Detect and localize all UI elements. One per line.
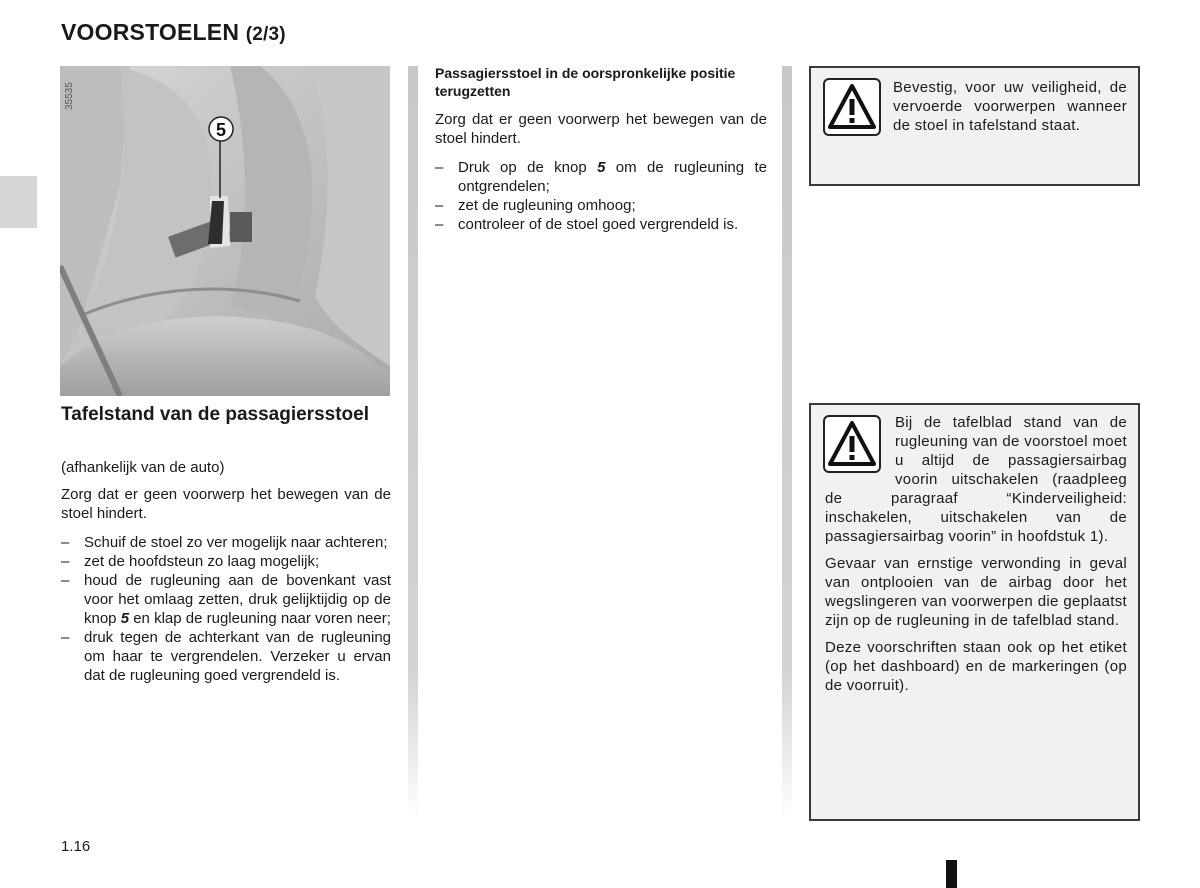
list-item-text: houd de rugleuning aan de bovenkant vast voor het omlaag zetten, druk gelijktijdig op de knop (84, 572, 391, 627)
icon-spacer (825, 413, 895, 487)
column-separator-2 (782, 66, 792, 820)
seat-illustration (60, 66, 390, 396)
page-title (61, 19, 286, 46)
list-item-text: om de rugleuning te ontgrendelen; (458, 159, 767, 195)
page-title-sub: (2/3) (245, 24, 286, 45)
left-intro: Zorg dat er geen voorwerp het bewegen van de stoel hindert. (61, 486, 391, 522)
callout-number: 5 (215, 120, 227, 140)
left-steps (61, 533, 391, 685)
column-separator-1 (408, 66, 418, 820)
button-ref: 5 (120, 610, 130, 627)
list-item: – Schuif de stoel zo ver mogelijk naar achteren; (61, 533, 391, 552)
photo-code: 35535 (64, 82, 75, 110)
list-item-text: Druk op de knop (458, 159, 598, 176)
middle-steps (435, 158, 767, 234)
list-item: – zet de hoofdsteun zo laag mogelijk; (61, 552, 391, 571)
button-ref: 5 (597, 159, 606, 176)
list-item-text: en klap de rugleuning naar voren neer; (129, 610, 391, 627)
list-item: – zet de rugleuning omhoog; (435, 196, 767, 215)
warning-box-2 (809, 403, 1140, 821)
warning-paragraph-1: Bij de tafelblad stand van de rugleuning van de voorstoel moet u altijd de passagiersairbag voorin uitschakelen (raadpleeg de paragraaf “Kinderveiligheid: inschakelen, uitschakelen van de passagiersairbag voorin” in hoofdstuk 1). (825, 414, 1127, 545)
list-item (435, 158, 767, 196)
warning-triangle-icon (823, 78, 881, 136)
page-edge-marker (946, 860, 957, 888)
list-item: – controleer of de stoel goed vergrendeld is. (435, 215, 767, 234)
chapter-tab (0, 176, 37, 228)
page-number: 1.16 (61, 838, 91, 855)
section-heading-restore: Passagiersstoel in de oorspronkelijke positie terugzetten (435, 65, 736, 99)
seat-photo (60, 66, 390, 396)
warning-box-1 (809, 66, 1140, 186)
warning-paragraph-2: Gevaar van ernstige verwonding in geval van ontplooien van de airbag door het wegslingeren van voorwerpen die geplaatst zijn op de rugleuning in de tafelblad stand. (825, 555, 1127, 629)
list-item: – druk tegen de achterkant van de rugleuning om haar te vergrendelen. Verzeker u ervan dat de rugleuning goed vergrendeld is. (61, 628, 391, 685)
list-item (61, 571, 391, 628)
middle-intro: Zorg dat er geen voorwerp het bewegen van de stoel hindert. (435, 111, 767, 147)
warning-paragraph-3: Deze voorschriften staan ook op het etiket (op het dashboard) en de markeringen (op de voorruit). (825, 639, 1127, 694)
page-title-main: VOORSTOELEN (61, 19, 240, 45)
left-note: (afhankelijk van de auto) (61, 459, 225, 476)
section-heading-table: Tafelstand van de passagiersstoel (61, 404, 369, 425)
warning-text-1: Bevestig, voor uw veiligheid, de vervoerde voorwerpen wanneer de stoel in tafelstand staat. (893, 79, 1127, 134)
warning-body (825, 413, 1127, 695)
